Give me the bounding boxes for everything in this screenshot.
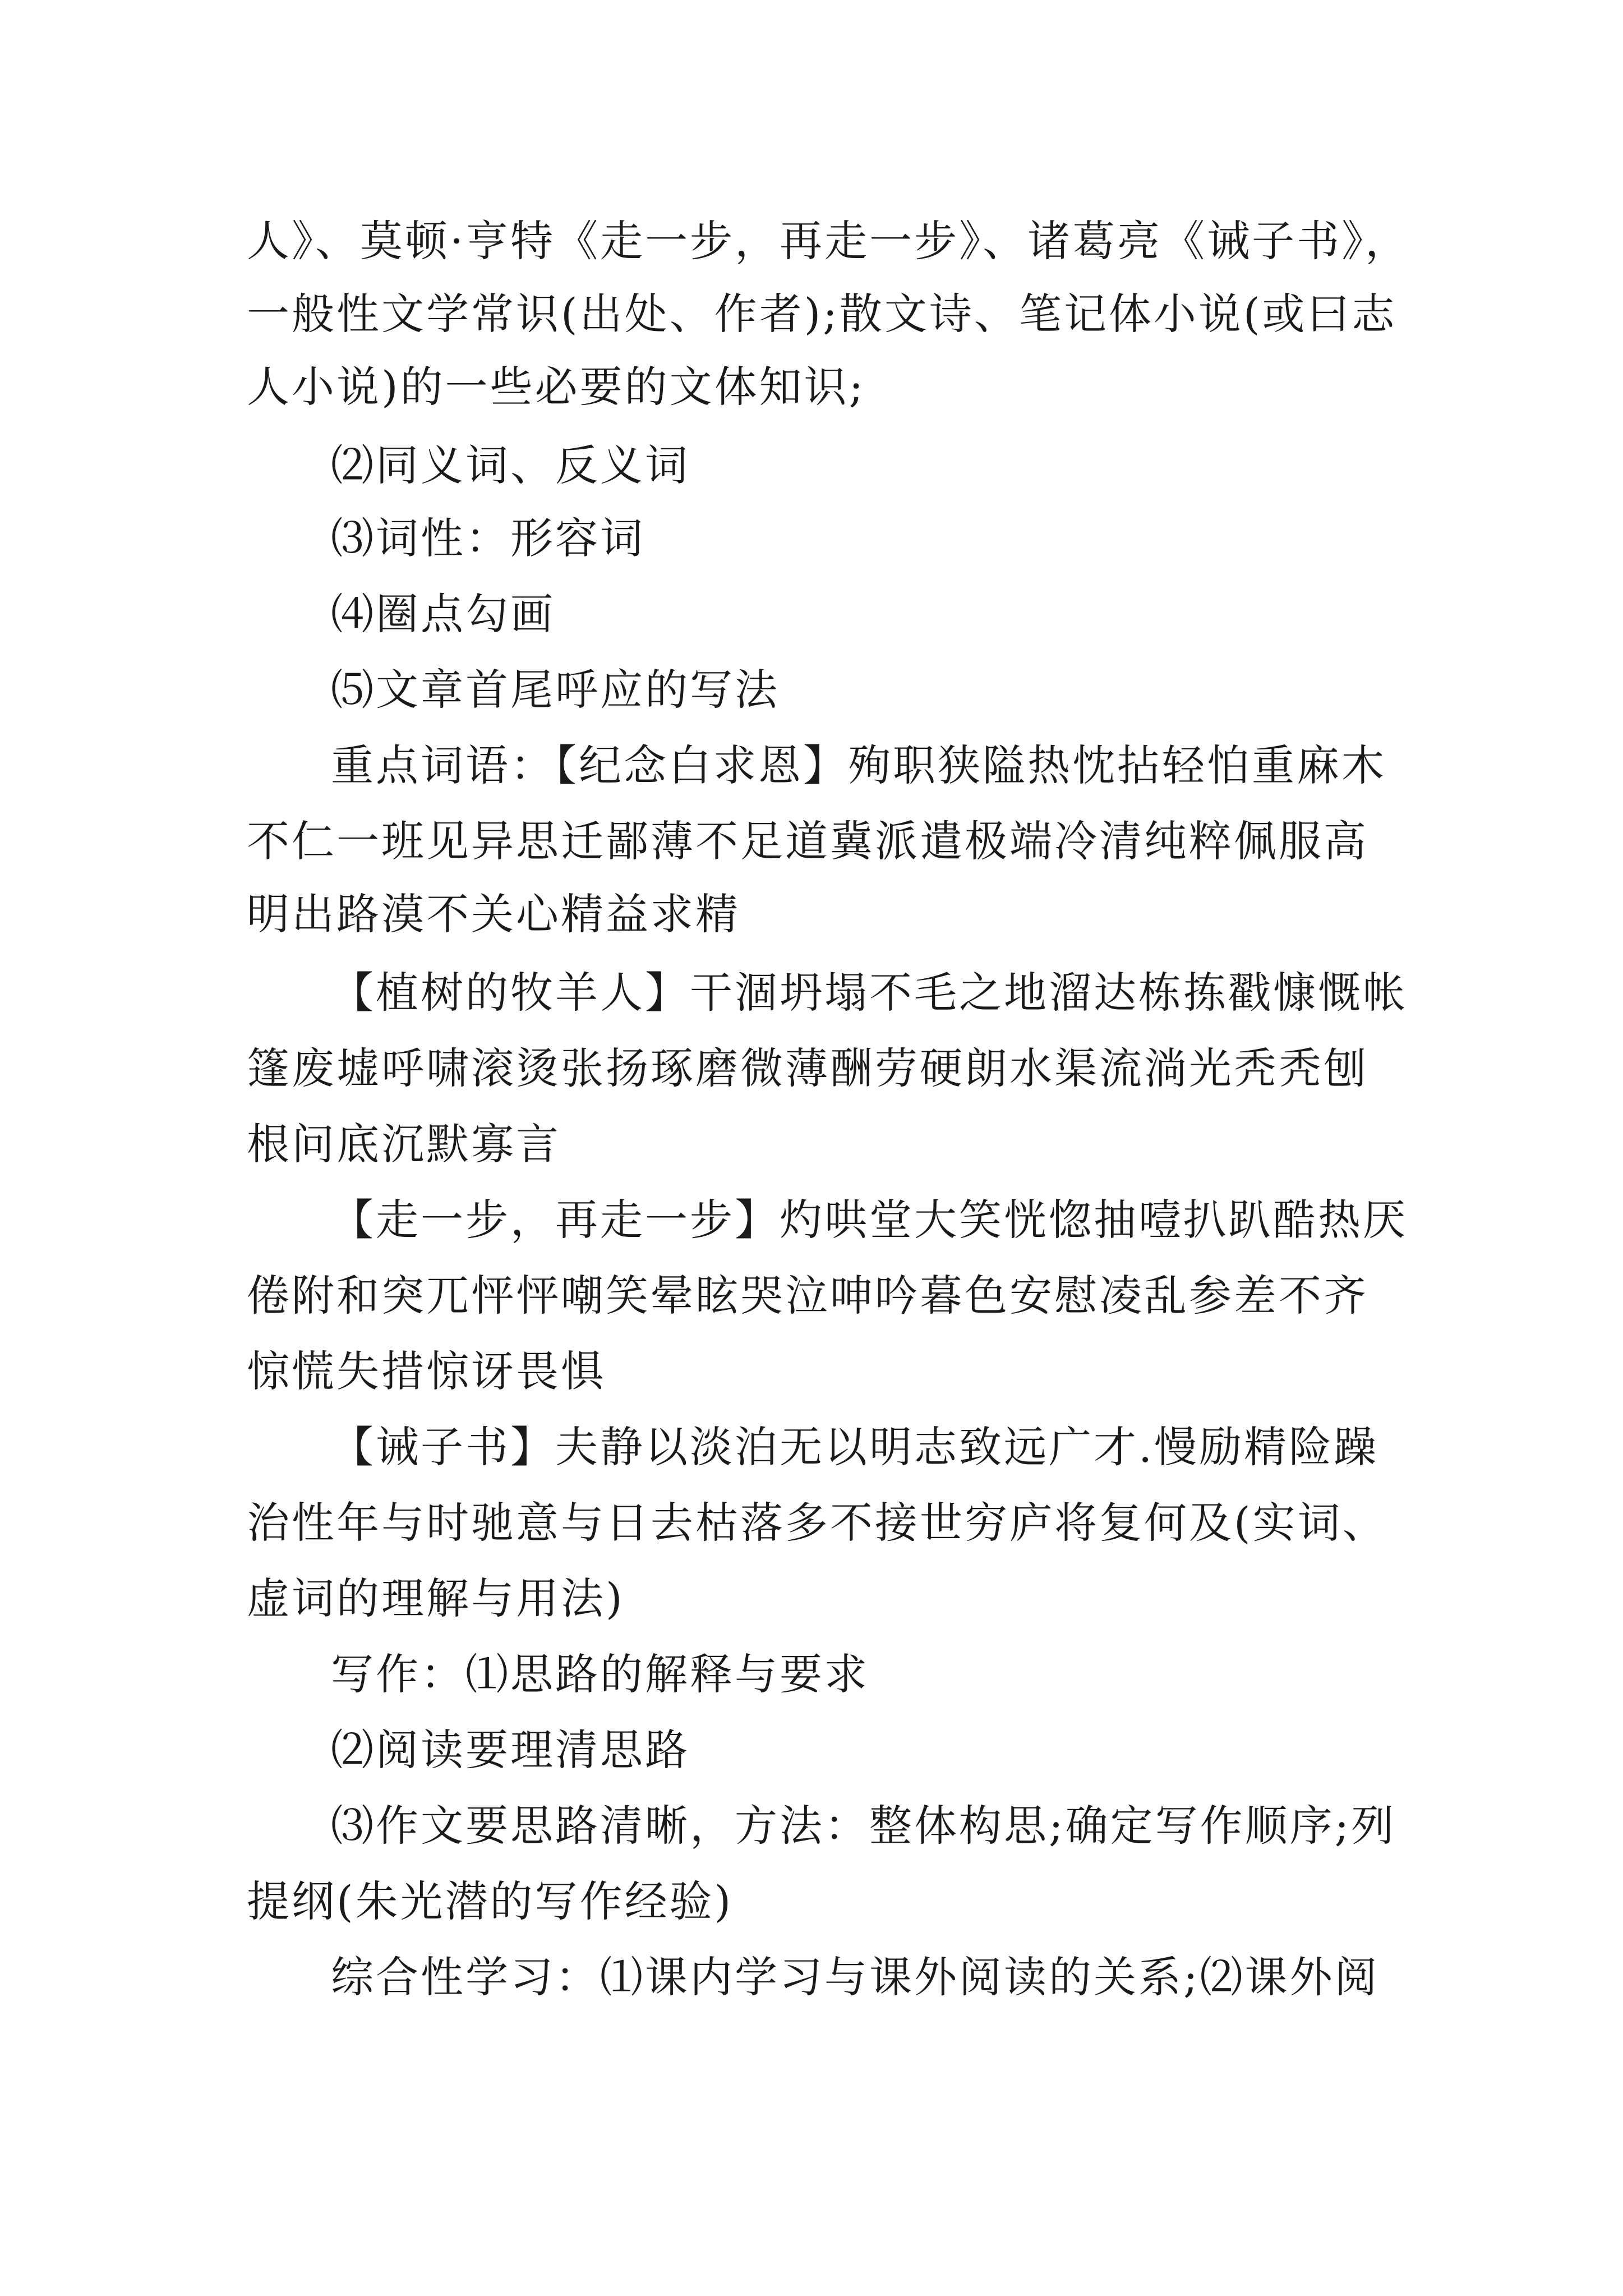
text-line: 【走一步，再走一步】灼哄堂大笑恍惚抽噎扒趴酷热厌 [331, 1195, 1408, 1245]
text-line: 提纲(朱光潜的写作经验) [247, 1876, 734, 1926]
text-line: 人》、莫顿·亨特《走一步，再走一步》、诸葛亮《诫子书》， [247, 216, 1410, 266]
text-line: 虚词的理解与用法) [247, 1573, 625, 1623]
text-line: 重点词语：【纪念白求恩】殉职狭隘热忱拈轻怕重麻木 [331, 740, 1386, 790]
text-line: ⑶作文要思路清晰，方法：整体构思;确定写作顺序;列 [331, 1801, 1396, 1851]
text-line: 写作：⑴思路的解释与要求 [331, 1649, 869, 1699]
text-line: 综合性学习：⑴课内学习与课外阅读的关系;⑵课外阅 [331, 1952, 1380, 2002]
text-line: 一般性文学常识(出处、作者);散文诗、笔记体小说(或曰志 [247, 289, 1397, 339]
text-line: 根问底沉默寡言 [247, 1119, 561, 1169]
text-line: ⑵阅读要理清思路 [331, 1725, 690, 1775]
text-line: 倦附和突兀怦怦嘲笑晕眩哭泣呻吟暮色安慰凌乱参差不齐 [247, 1271, 1368, 1320]
text-line: ⑸文章首尾呼应的写法 [331, 665, 780, 715]
text-line: ⑵同义词、反义词 [331, 440, 690, 490]
text-line: 惊慌失措惊讶畏惧 [247, 1346, 606, 1396]
text-line: ⑷圈点勾画 [331, 589, 555, 639]
text-line: ⑶词性：形容词 [331, 513, 645, 563]
text-line: 治性年与时驰意与日去枯落多不接世穷庐将复何及(实词、 [247, 1498, 1387, 1548]
text-line: 人小说)的一些必要的文体知识; [247, 362, 866, 412]
text-line: 【植树的牧羊人】干涸坍塌不毛之地溜达栋拣戳慷慨帐 [331, 968, 1408, 1018]
text-line: 【诫子书】夫静以淡泊无以明志致远广才.慢励精险躁 [331, 1422, 1379, 1472]
text-line: 不仁一班见异思迁鄙薄不足道冀派遣极端冷清纯粹佩服高 [247, 816, 1368, 866]
text-line: 篷废墟呼啸滚烫张扬琢磨微薄酬劳硬朗水渠流淌光秃秃刨 [247, 1043, 1368, 1093]
text-line: 明出路漠不关心精益求精 [247, 889, 740, 939]
